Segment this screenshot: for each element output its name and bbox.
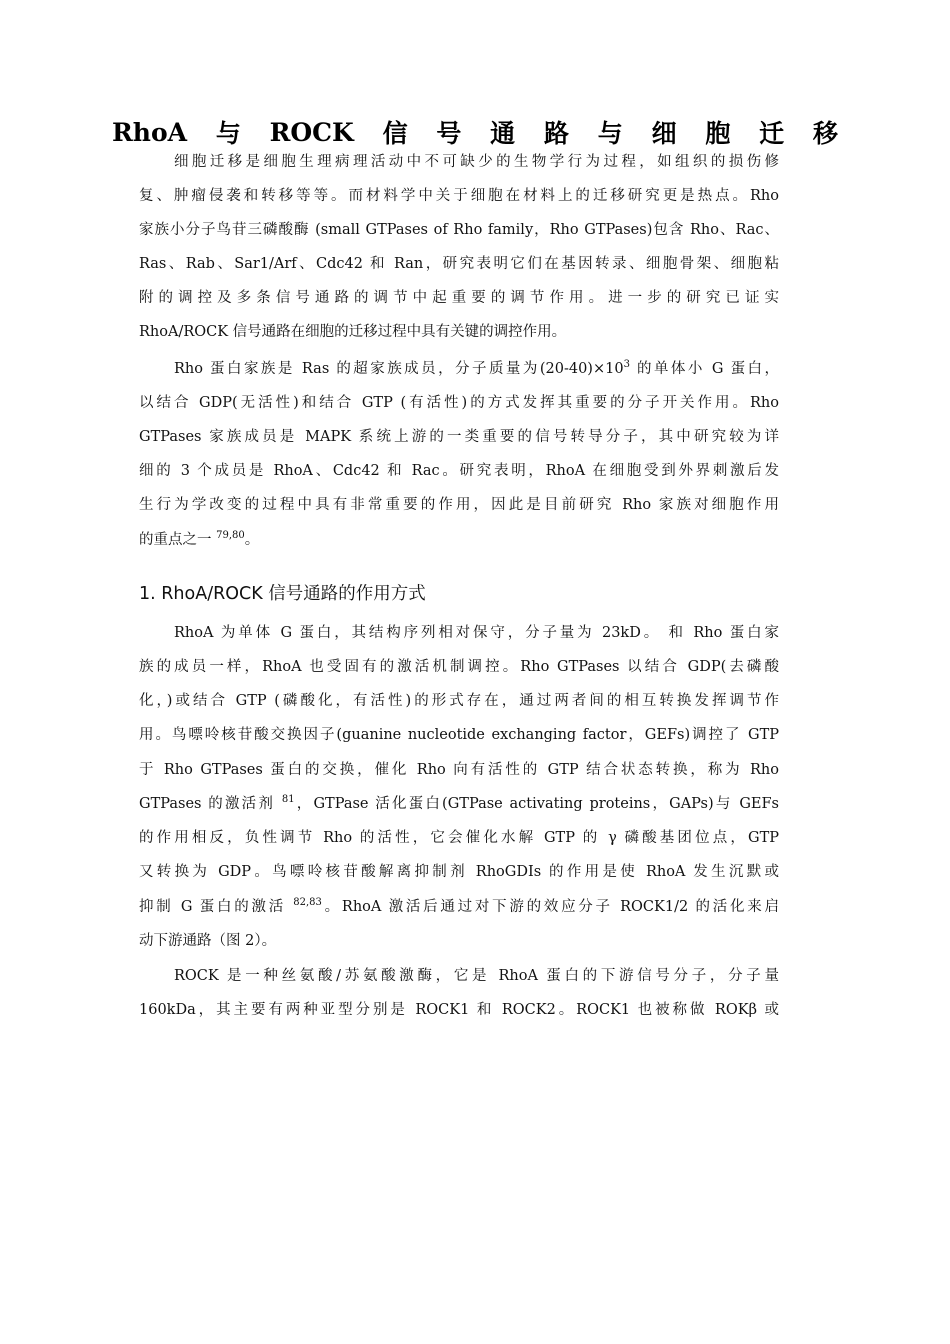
- superscript: 3: [623, 359, 630, 370]
- paragraph-1-line: 复、肿瘤侵袭和转移等等。而材料学中关于细胞在材料上的迁移研究更是热点。Rho: [139, 188, 779, 204]
- paragraph-3-line: 用。鸟嘌呤核苷酸交换因子(guanine nucleotide exchanging factor，GEFs)调控了 GTP: [139, 727, 779, 743]
- paragraph-3-line: 动下游通路（图 2）。: [139, 933, 277, 949]
- title-token: 细: [651, 119, 677, 148]
- title-token: 胞: [705, 119, 731, 148]
- title-token: RhoA: [112, 117, 188, 147]
- paragraph-3-line: RhoA 为单体 G 蛋白，其结构序列相对保守，分子量为 23kD。 和 Rho 蛋白家: [174, 625, 779, 641]
- title-token: 通: [490, 119, 516, 148]
- citation-superscript: 79,80: [216, 530, 245, 541]
- section-heading: 1. RhoA/ROCK 信号通路的作用方式: [139, 584, 426, 604]
- text-run: GTPases 的激活剂: [139, 796, 282, 812]
- paragraph-3-line: [139, 794, 779, 814]
- paragraph-1-line: 附的调控及多条信号通路的调节中起重要的调节作用。进一步的研究已证实: [139, 290, 779, 306]
- paragraph-2-line: [139, 530, 779, 550]
- paragraph-3-line: 族的成员一样，RhoA 也受固有的激活机制调控。Rho GTPases 以结合 GDP(去磷酸: [139, 659, 779, 675]
- paragraph-3-line: 的作用相反，负性调节 Rho 的活性，它会催化水解 GTP 的 γ 磷酸基团位点，GTP: [139, 830, 779, 846]
- text-run: 抑制 G 蛋白的激活: [139, 899, 294, 915]
- text-run: 。: [244, 532, 260, 548]
- text-run: Rho 蛋白家族是 Ras 的超家族成员，分子质量为(20-40)×10: [174, 361, 624, 377]
- title-token: 号: [436, 119, 462, 148]
- text-run: 。RhoA 激活后通过对下游的效应分子 ROCK1/2 的活化来启: [321, 899, 779, 915]
- paragraph-3-line: 又转换为 GDP。鸟嘌呤核苷酸解离抑制剂 RhoGDIs 的作用是使 RhoA 发生沉默或: [139, 864, 779, 880]
- title-token: 与: [597, 119, 623, 148]
- text-run: 的重点之一: [139, 532, 217, 548]
- title-token: 与: [215, 119, 241, 148]
- paragraph-1-line: RhoA/ROCK 信号通路在细胞的迁移过程中具有关键的调控作用。: [139, 324, 567, 340]
- document-title: [112, 114, 838, 150]
- title-token: 迁: [759, 119, 785, 148]
- text-run: ，GTPase 活化蛋白(GTPase activating proteins，GAPs)与 GEFs: [294, 796, 780, 812]
- paragraph-2-line: 细的 3 个成员是 RhoA、Cdc42 和 Rac。研究表明，RhoA 在细胞受到外界刺激后发: [139, 463, 779, 479]
- paragraph-4-line: ROCK 是一种丝氨酸/苏氨酸激酶，它是 RhoA 蛋白的下游信号分子，分子量: [174, 968, 779, 984]
- text-run: 的单体小 G 蛋白，: [629, 361, 779, 377]
- title-token: ROCK: [269, 117, 354, 147]
- paragraph-2-line: 生行为学改变的过程中具有非常重要的作用，因此是目前研究 Rho 家族对细胞作用: [139, 497, 779, 513]
- paragraph-1-line: 细胞迁移是细胞生理病理活动中不可缺少的生物学行为过程，如组织的损伤修: [174, 154, 779, 170]
- paragraph-2-line: [174, 359, 779, 379]
- citation-superscript: 82,83: [293, 897, 322, 908]
- title-token: 路: [543, 119, 569, 148]
- citation-superscript: 81: [281, 794, 295, 805]
- paragraph-3-line: [139, 897, 779, 917]
- paragraph-3-line: 化，)或结合 GTP (磷酸化，有活性)的形式存在，通过两者间的相互转换发挥调节作: [139, 693, 779, 709]
- paragraph-3-line: 于 Rho GTPases 蛋白的交换，催化 Rho 向有活性的 GTP 结合状态转换，称为 Rho: [139, 762, 779, 778]
- paragraph-1-line: Ras、Rab、Sar1/Arf、Cdc42 和 Ran，研究表明它们在基因转录、细胞骨架、细胞粘: [139, 256, 779, 272]
- title-token: 移: [812, 119, 838, 148]
- paragraph-1-line: 家族小分子鸟苷三磷酸酶 (small GTPases of Rho family，Rho GTPases)包含 Rho、Rac、: [139, 222, 779, 238]
- paragraph-2-line: GTPases 家族成员是 MAPK 系统上游的一类重要的信号转导分子，其中研究较为详: [139, 429, 779, 445]
- title-token: 信: [382, 119, 408, 148]
- paragraph-2-line: 以结合 GDP(无活性)和结合 GTP (有活性)的方式发挥其重要的分子开关作用。Rho: [139, 395, 779, 411]
- paragraph-4-line: 160kDa，其主要有两种亚型分别是 ROCK1 和 ROCK2。ROCK1 也被称做 ROKβ 或: [139, 1002, 779, 1018]
